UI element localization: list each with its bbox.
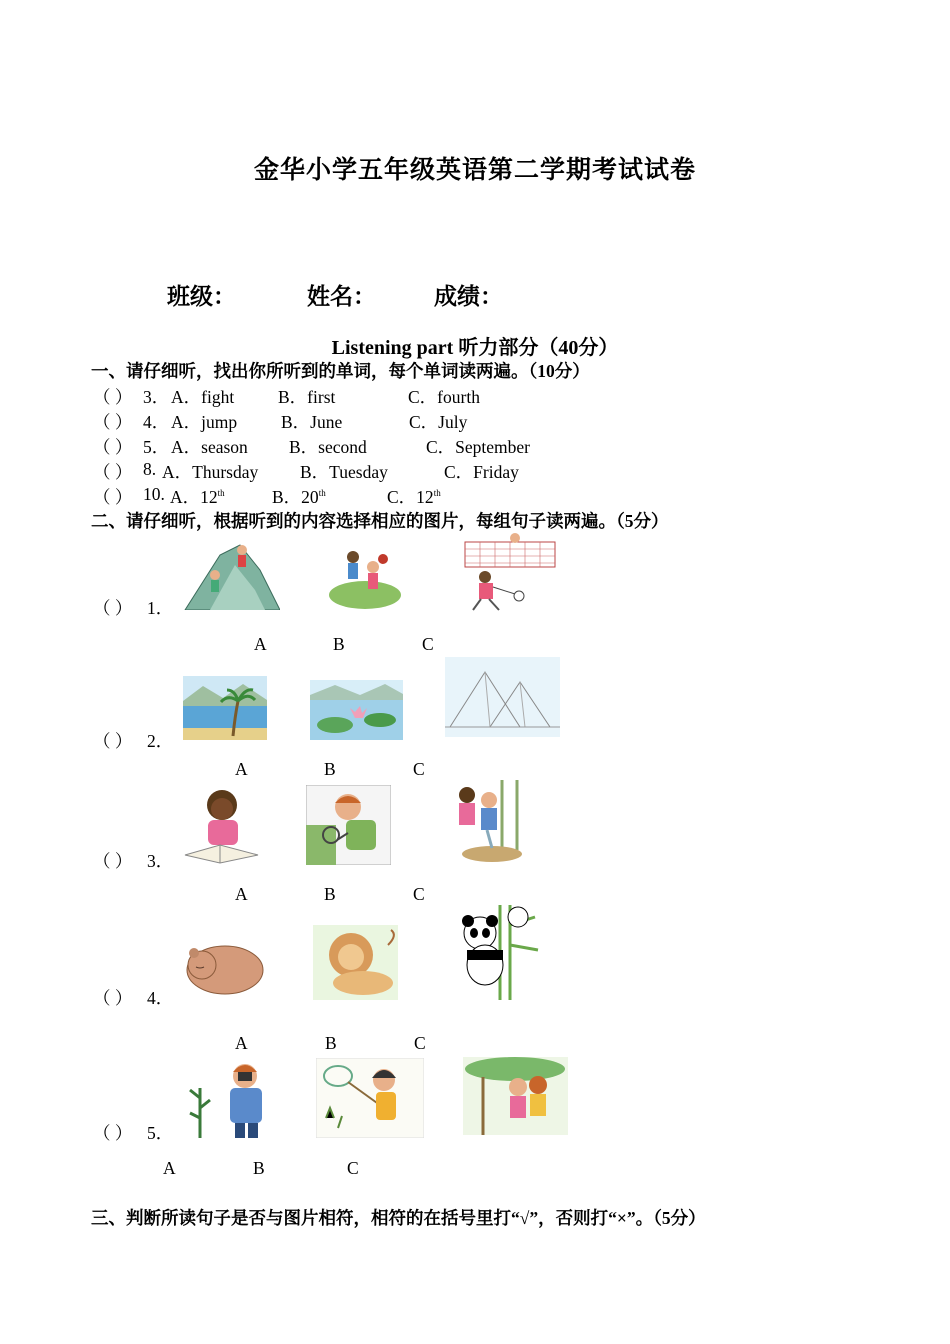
question-number: 4． <box>147 988 174 1008</box>
palm-tree-beach-picture <box>183 676 267 740</box>
question-row <box>93 459 793 483</box>
question-number: 5． <box>143 437 170 457</box>
label-c: C <box>413 884 425 904</box>
question-number: 4． <box>143 412 170 432</box>
option-a: A．jump <box>171 412 238 432</box>
answer-paren: （ ） <box>93 1123 133 1143</box>
option-b: B．20 <box>272 487 319 507</box>
sleeping-bear-picture <box>180 935 265 997</box>
answer-paren: （ ） <box>93 462 133 482</box>
label-b: B <box>324 759 336 779</box>
question-number: 2． <box>147 731 174 751</box>
question-row <box>93 384 793 408</box>
question-number: 3． <box>143 387 170 407</box>
option-b: B．second <box>289 437 367 457</box>
question-row <box>93 484 793 508</box>
lion-picture <box>313 925 398 1000</box>
section3-heading: 三、判断所读句子是否与图片相符，相符的在括号里打“√”，否则打“×”。（5分） <box>91 1208 706 1228</box>
question-number: 8. <box>143 459 157 479</box>
label-a: A <box>163 1158 176 1178</box>
panda-bamboo-picture <box>450 905 545 1000</box>
option-a: A．Thursday <box>162 462 259 482</box>
answer-paren: （ ） <box>93 387 133 407</box>
boy-with-magnifier-picture <box>306 785 391 865</box>
question-number: 3． <box>147 851 174 871</box>
label-a: A <box>235 884 248 904</box>
option-a: A．season <box>171 437 248 457</box>
option-c: C．fourth <box>408 387 480 407</box>
score-label: 成绩： <box>434 284 503 309</box>
answer-paren: （ ） <box>93 412 133 432</box>
answer-paren: （ ） <box>93 437 133 457</box>
pyramids-picture <box>445 657 560 737</box>
answer-paren: （ ） <box>93 487 133 507</box>
option-c: C．12 <box>387 487 434 507</box>
lotus-pond-picture <box>310 680 403 740</box>
children-picnic-picture <box>463 1057 568 1135</box>
option-b: B．first <box>278 387 336 407</box>
page-title: 金华小学五年级英语第二学期考试试卷 <box>253 157 696 184</box>
question-number: 1． <box>147 598 174 618</box>
class-label: 班级： <box>167 284 236 309</box>
badminton-picture <box>455 532 560 612</box>
label-b: B <box>324 884 336 904</box>
ordinal-suffix: th <box>217 488 225 499</box>
option-a: A．12 <box>170 487 218 507</box>
label-a: A <box>235 759 248 779</box>
question-number: 5． <box>147 1123 174 1143</box>
answer-paren: （ ） <box>93 731 133 751</box>
option-c: C．September <box>426 437 531 457</box>
section2-heading: 二、请仔细听，根据听到的内容选择相应的图片，每组句子读两遍。（5分） <box>91 511 669 531</box>
label-c: C <box>422 634 434 654</box>
boy-with-camera-picture <box>180 1058 285 1138</box>
name-label: 姓名： <box>307 284 376 309</box>
girl-catching-butterfly-picture <box>316 1058 424 1138</box>
listening-part-title: Listening part 听力部分（40分） <box>331 337 619 359</box>
section1-heading: 一、请仔细听，找出你所听到的单词，每个单词读两遍。（10分） <box>91 361 590 381</box>
children-watering-tree-picture <box>447 780 537 864</box>
option-b: B．Tuesday <box>300 462 388 482</box>
option-c: C．Friday <box>444 462 519 482</box>
label-b: B <box>333 634 345 654</box>
option-b: B．June <box>281 412 343 432</box>
option-c: C．July <box>409 412 468 432</box>
option-a: A．fight <box>171 387 235 407</box>
question-number: 10. <box>143 484 165 504</box>
question-row <box>93 434 793 458</box>
label-b: B <box>325 1033 337 1053</box>
answer-paren: （ ） <box>93 598 133 618</box>
mountain-climbing-picture <box>180 540 280 610</box>
label-a: A <box>235 1033 248 1053</box>
ordinal-suffix: th <box>433 488 441 499</box>
children-playing-picture <box>328 545 403 610</box>
label-c: C <box>347 1158 359 1178</box>
label-c: C <box>414 1033 426 1053</box>
label-a: A <box>254 634 267 654</box>
girl-reading-picture <box>180 785 262 865</box>
label-b: B <box>253 1158 265 1178</box>
ordinal-suffix: th <box>318 488 326 499</box>
answer-paren: （ ） <box>93 851 133 871</box>
answer-paren: （ ） <box>93 988 133 1008</box>
question-row <box>93 409 793 433</box>
label-c: C <box>413 759 425 779</box>
